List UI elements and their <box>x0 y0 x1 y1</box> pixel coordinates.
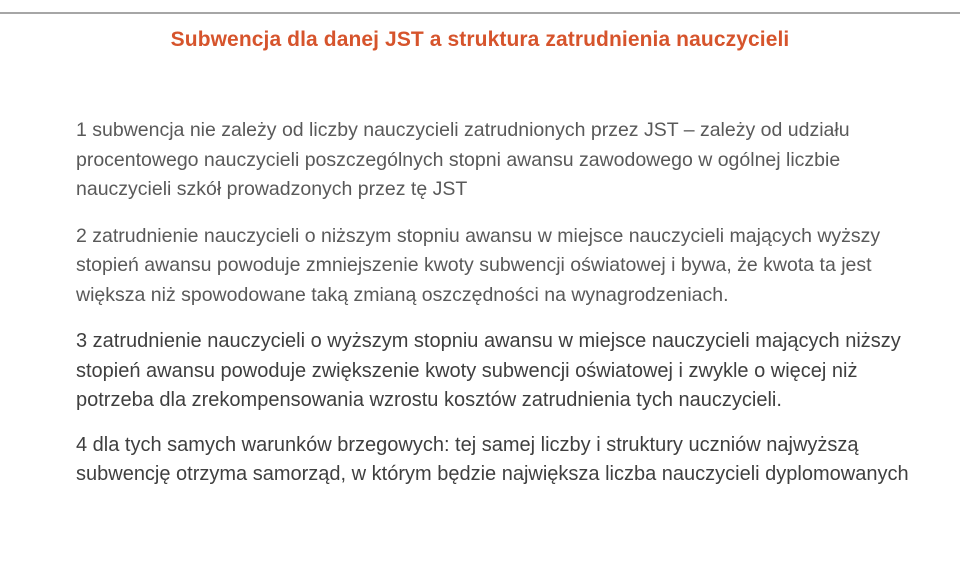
paragraph-2: 2 zatrudnienie nauczycieli o niższym stopniu awansu w miejsce nauczycieli mających wyższy stopień awansu powoduje zmniejszenie kwoty subwencji oświatowej i bywa, że kwota ta jest większa niż spowodowane taką zmianą oszczędności na wynagrodzeniach. <box>76 224 881 306</box>
paragraph-4: 4 dla tych samych warunków brzegowych: tej samej liczby i struktury uczniów najwyższą subwencję otrzyma samorząd, w którym będzie największa liczba nauczycieli dyplomowanych <box>76 433 909 485</box>
paragraph-1: 1 subwencja nie zależy od liczby nauczycieli zatrudnionych przez JST – zależy od udziału procentowego nauczycieli poszczególnych stopni awansu zawodowego w ogólnej liczbie nauczycieli szkół prowadzonych przez tę JST <box>76 119 850 200</box>
slide-content <box>76 116 936 490</box>
top-divider <box>0 12 960 14</box>
slide-title: Subwencja dla danej JST a struktura zatrudnienia nauczycieli <box>170 28 790 51</box>
paragraph-3: 3 zatrudnienie nauczycieli o wyższym stopniu awansu w miejsce nauczycieli mających niższy stopień awansu powoduje zwiększenie kwoty subwencji oświatowej i zwykle o więcej niż potrzeba dla zrekompensowania wzrostu kosztów zatrudnienia tych nauczycieli. <box>76 330 901 411</box>
